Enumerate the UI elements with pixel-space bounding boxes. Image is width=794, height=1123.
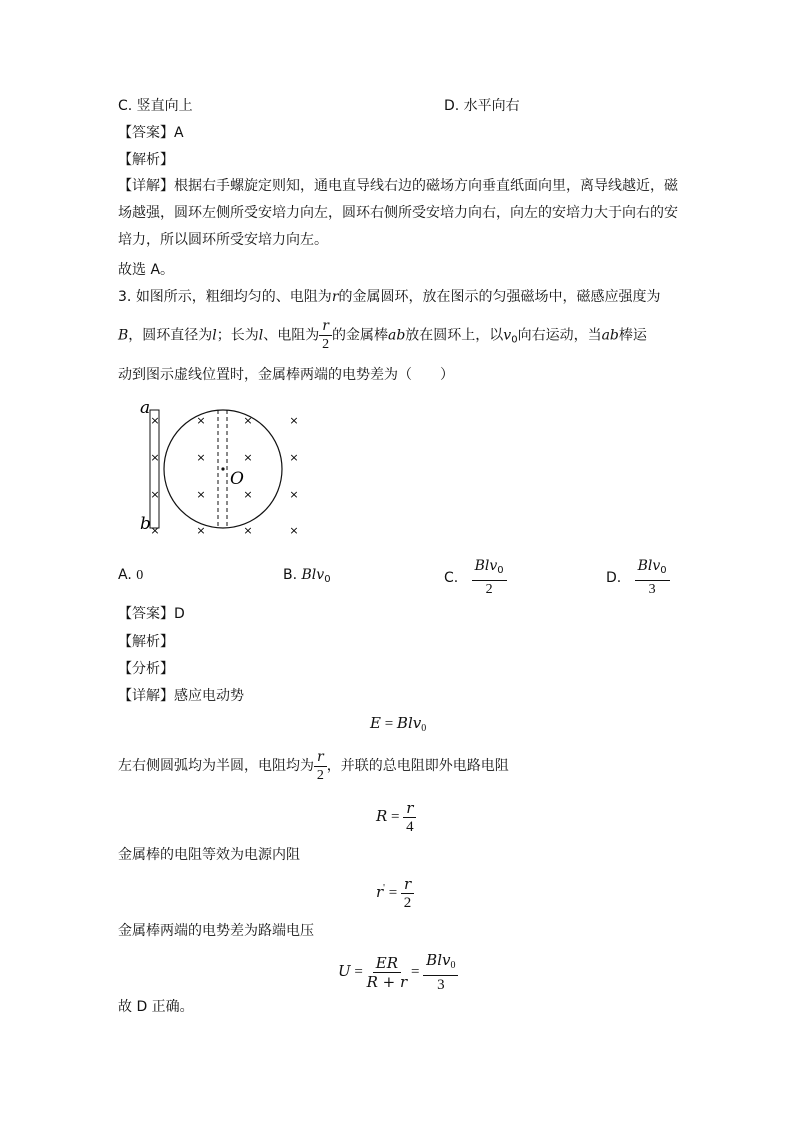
label-O: O xyxy=(230,469,244,489)
question-text: 的金属棒 xyxy=(331,327,388,344)
answer-value: A xyxy=(174,125,184,141)
field-mark: × xyxy=(243,524,253,537)
fraction-blv-over-3: $\frac{Blv_0}{3}$ xyxy=(635,558,670,598)
option-c: C. 竖直向上 xyxy=(118,98,193,114)
field-mark: × xyxy=(289,451,299,464)
conclusion: 故选 A。 xyxy=(118,262,175,278)
var-ab: ab xyxy=(601,327,619,344)
question-text: 的金属圆环，放在图示的匀强磁场中，磁感应强度为 xyxy=(338,289,661,305)
field-mark: × xyxy=(196,451,206,464)
detail-paragraph xyxy=(118,173,678,254)
question-text: 棒运 xyxy=(618,327,647,344)
field-mark: × xyxy=(196,524,206,537)
option-a: A. 0 xyxy=(118,567,144,583)
detail-label: 【详解】 xyxy=(118,178,174,194)
solution-text-4: 金属棒两端的电势差为路端电压 xyxy=(118,923,314,939)
question-text: 向右运动，当 xyxy=(517,327,602,344)
field-mark: × xyxy=(243,414,253,427)
var-ab: ab xyxy=(387,327,406,344)
field-mark: × xyxy=(196,488,206,501)
field-mark: × xyxy=(150,488,160,501)
magnetic-field-marks xyxy=(150,414,298,537)
question-text: 、电阻为 xyxy=(263,327,320,344)
option-d: D. 水平向右 xyxy=(444,98,520,114)
var-l: l xyxy=(258,327,264,344)
option-b: B. Blv$_0$ xyxy=(283,567,331,585)
fraction-blv-over-2: $\frac{Blv_0}{2}$ xyxy=(472,558,507,598)
var-B: B xyxy=(118,327,129,344)
solution-analysis-label: 【解析】 xyxy=(118,634,174,650)
field-mark: × xyxy=(289,414,299,427)
question-line-3: 动到图示虚线位置时，金属棒两端的电势差为（ ） xyxy=(118,367,454,383)
field-mark: × xyxy=(243,451,253,464)
solution-detail-line: 【详解】感应电动势 xyxy=(118,688,244,704)
equation-internal-resistance: r' = $\frac{r}{2}$ xyxy=(376,876,414,911)
question-number: 3. xyxy=(118,289,132,305)
field-mark: × xyxy=(150,451,160,464)
equation-terminal-voltage: U = $\frac{ER}{R + r}$ = $\frac{Blv_0}{3}$ xyxy=(338,952,458,993)
var-l: l xyxy=(212,327,217,344)
var-v: v xyxy=(503,327,512,344)
analysis-label: 【解析】 xyxy=(118,152,174,168)
label-b: b xyxy=(140,514,151,534)
question-line-2: B，圆环直径为l；长为l、电阻为 $\frac{r}{2}$ 的金属棒ab放在圆环上，以$v_0$向右运动，当ab棒运 xyxy=(118,318,647,352)
label-a: a xyxy=(140,398,151,418)
option-c-frac: C. $\frac{Blv_0}{2}$ xyxy=(444,558,507,598)
solution-text-3: 金属棒的电阻等效为电源内阻 xyxy=(118,847,300,863)
field-mark: × xyxy=(289,524,299,537)
ring-rod-diagram xyxy=(135,396,325,546)
equation-external-resistance: R = $\frac{r}{4}$ xyxy=(376,800,416,835)
answer-label: 【答案】 xyxy=(118,125,174,141)
option-d-frac: D. $\frac{Blv_0}{3}$ xyxy=(606,558,670,598)
var-r: r xyxy=(331,289,339,305)
field-mark: × xyxy=(196,414,206,427)
circuit-figure xyxy=(135,396,325,550)
fraction-r-over-2: $\frac{r}{2}$ xyxy=(314,749,327,784)
question-text: 如图所示，粗细均匀的、电阻为 xyxy=(135,289,332,305)
solution-analysis-sub: 【分析】 xyxy=(118,661,174,677)
metal-rod xyxy=(150,410,159,528)
fraction-r-over-2: $\frac{r}{2}$ xyxy=(319,318,332,353)
solution-conclusion: 故 D 正确。 xyxy=(118,999,194,1015)
center-dot xyxy=(221,467,224,470)
question-text: ，圆环直径为 xyxy=(128,327,213,344)
question-line-1 xyxy=(118,288,661,306)
question-text: ；长为 xyxy=(216,327,259,344)
field-mark: × xyxy=(150,524,160,537)
field-mark: × xyxy=(289,488,299,501)
solution-text-2: 左右侧圆弧均为半圆，电阻均为 $\frac{r}{2}$ ，并联的总电阻即外电路电阻 xyxy=(118,748,509,783)
answer-line xyxy=(118,124,184,142)
equation-emf: E = Blv$_0$ xyxy=(370,714,427,734)
detail-text: 根据右手螺旋定则知，通电直导线右边的磁场方向垂直纸面向里，离导线越近，磁场越强，圆环左侧所受安培力向左，圆环右侧所受安培力向右，向左的安培力大于向右的安培力，所以圆环所受安培力向左。 xyxy=(118,178,678,248)
solution-answer-line: 【答案】D xyxy=(118,606,185,622)
field-mark: × xyxy=(150,414,160,427)
question-text: 放在圆环上，以 xyxy=(405,327,504,344)
field-mark: × xyxy=(243,488,253,501)
